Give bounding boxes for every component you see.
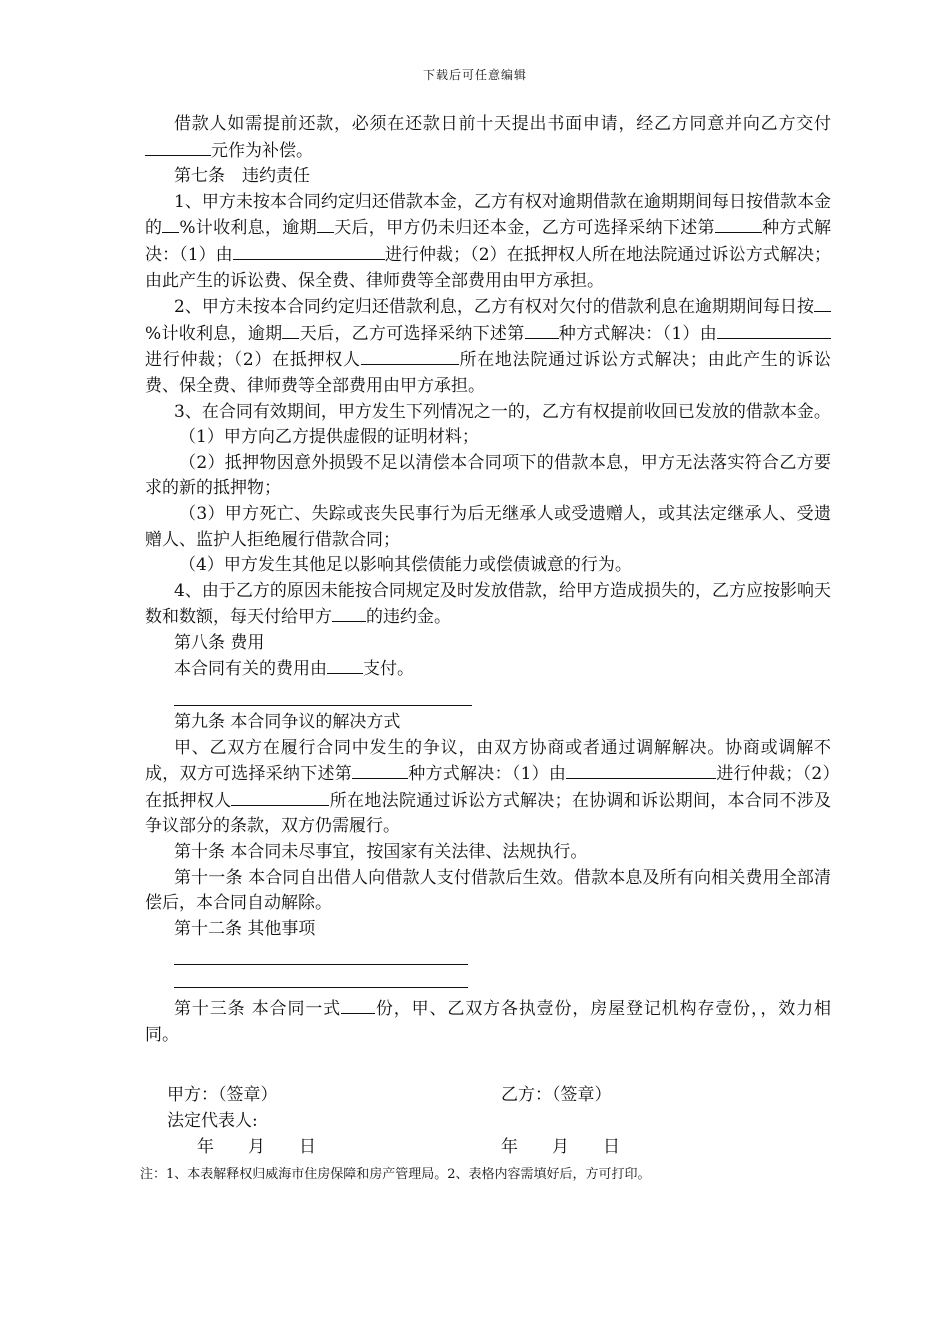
article-7-clause-1: 1、甲方未按本合同约定归还借款本金，乙方有权对逾期借款在逾期期间每日按借款本金的 %计收利息，逾期 天后，甲方仍未归还本金，乙方可选择采纳下述第 种方式解决：（1）由 进行仲裁；（2）在抵押权人所在地法院通过诉讼方式解决；由此产生的诉讼费、保全费、律师费等全部费用由甲方承担。 — [145, 191, 832, 291]
blank-field[interactable] — [332, 604, 366, 622]
party-a-date: 年 月 日 — [197, 1136, 316, 1157]
article-7-title: 第七条 违约责任 — [174, 166, 310, 187]
blank-line[interactable] — [174, 683, 472, 706]
article-7-clause-3: 3、在合同有效期间，甲方发生下列情况之一的，乙方有权提前收回已发放的借款本金。 — [174, 401, 831, 422]
blank-field[interactable] — [361, 347, 459, 365]
clause-3-item-1: （1）甲方向乙方提供虚假的证明材料； — [179, 427, 479, 448]
article-7-clause-4: 4、由于乙方的原因未能按合同规定及时发放借款，给甲方造成损失的，乙方应按影响天数和数额，每天付给甲方 的违约金。 — [145, 580, 831, 628]
blank-field[interactable] — [566, 761, 716, 779]
party-b-date: 年 月 日 — [501, 1136, 620, 1157]
article-13: 第十三条 本合同一式 份，甲、乙双方各执壹份，房屋登记机构存壹份，，效力相同。 — [145, 996, 831, 1048]
blank-field[interactable] — [145, 138, 211, 156]
contract-body — [145, 112, 831, 1161]
signature-row — [145, 1083, 831, 1109]
blank-field[interactable] — [162, 215, 179, 233]
clause-3-item-2: （2）抵押物因意外损毁不足以清偿本合同项下的借款本息，甲方无法落实符合乙方要求的新的抵押物； — [145, 452, 831, 499]
blank-field[interactable] — [327, 656, 363, 674]
blank-field[interactable] — [715, 215, 762, 233]
footnote: 注：1、本表解释权归威海市住房保障和房产管理局。2、表格内容需填好后，方可打印。 — [140, 1167, 651, 1182]
party-b-signature-label: 乙方：（签章） — [501, 1084, 612, 1105]
clause-3-item-3: （3）甲方死亡、失踪或丧失民事行为后无继承人或受遗赠人，或其法定继承人、受遗赠人、监护人拒绝履行借款合同； — [145, 503, 831, 550]
article-8-title: 第八条 费用 — [174, 632, 265, 653]
blank-field[interactable] — [282, 321, 299, 339]
page-header: 下载后可任意编辑 — [422, 68, 527, 82]
blank-field[interactable] — [814, 294, 831, 312]
blank-field[interactable] — [341, 996, 375, 1014]
prepayment-clause: 借款人如需提前还款，必须在还款日前十天提出书面申请，经乙方同意并向乙方交付元作为补偿。 — [145, 112, 831, 164]
blank-line[interactable] — [174, 942, 468, 965]
blank-field[interactable] — [717, 321, 831, 339]
blank-field[interactable] — [317, 215, 334, 233]
article-10: 第十条 本合同未尽事宜，按国家有关法律、法规执行。 — [174, 842, 588, 863]
blank-field[interactable] — [231, 788, 329, 806]
party-a-signature-label: 甲方：（签章） — [167, 1084, 278, 1105]
article-12-title: 第十二条 其他事项 — [174, 918, 316, 939]
article-7-clause-2: 2、甲方未按本合同约定归还借款利息，乙方有权对欠付的借款利息在逾期期间每日按%计收利息，逾期 天后，乙方可选择采纳下述第 种方式解决：（1）由进行仲裁；（2）在抵押权人 所在地法院通过诉讼方式解决；由此产生的诉讼费、保全费、律师费等全部费用由甲方承担。 — [145, 294, 831, 399]
blank-field[interactable] — [352, 761, 408, 779]
legal-representative-row — [145, 1109, 831, 1135]
blank-field[interactable] — [525, 321, 559, 339]
article-9-text: 甲、乙双方在履行合同中发生的争议，由双方协商或者通过调解解决。协商或调解不成，双方可选择采纳下述第 种方式解决：（1）由 进行仲裁；（2）在抵押权人 所在地法院通过诉讼方式解决；在协调和诉讼期间，本合同不涉及争议部分的条款，双方仍需履行。 — [145, 737, 832, 837]
article-8-text: 本合同有关的费用由 支付。 — [145, 656, 831, 683]
clause-3-item-4: （4）甲方发生其他足以影响其偿债能力或偿债诚意的行为。 — [179, 555, 632, 576]
date-row — [145, 1135, 831, 1161]
article-9-title: 第九条 本合同争议的解决方式 — [174, 712, 401, 733]
blank-field[interactable] — [233, 242, 385, 260]
legal-representative-label: 法定代表人: — [167, 1110, 258, 1131]
blank-line[interactable] — [174, 965, 468, 988]
article-11: 第十一条 本合同自出借人向借款人支付借款后生效。借款本息及所有向相关费用全部清偿后，本合同自动解除。 — [145, 867, 831, 914]
